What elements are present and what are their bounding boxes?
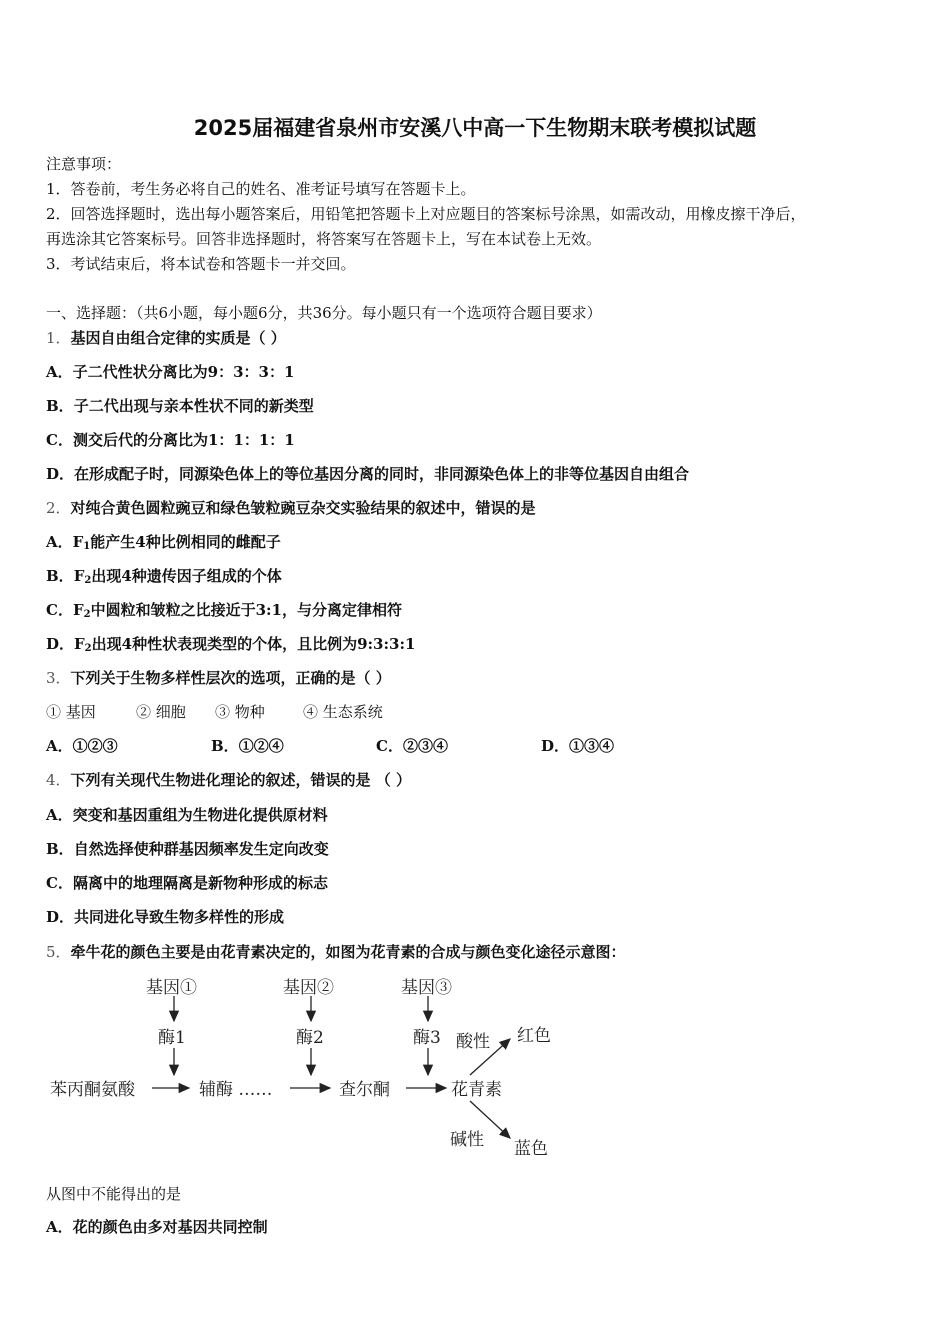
q3-option-d	[541, 735, 614, 756]
anthocyanin-label: 花青素	[451, 1080, 502, 1100]
alkaline-label: 碱性	[450, 1130, 484, 1150]
enzyme-1-label: 酶1	[158, 1028, 186, 1048]
option-text: 共同进化导致生物多样性的形成	[74, 908, 285, 926]
option-letter: D．	[46, 908, 75, 926]
option-text: 花的颜色由多对基因共同控制	[72, 1218, 268, 1236]
blue-label: 蓝色	[514, 1139, 548, 1159]
option-text: 中圆粒和皱粒之比接近于3:1，与分离定律相符	[90, 601, 402, 619]
anthocyanin-pathway-diagram	[0, 965, 950, 1170]
option-text: 子二代出现与亲本性状不同的新类型	[73, 397, 314, 415]
q4-option-d	[46, 906, 284, 927]
question-stem: 对纯合黄色圆粒豌豆和绿色皱粒豌豆杂交实验结果的叙述中，错误的是	[70, 499, 536, 517]
q1-option-c	[46, 429, 295, 450]
q3-item: ③ 物种	[215, 703, 265, 721]
substrate-label: 苯丙酮氨酸	[50, 1080, 135, 1100]
option-text: 测交后代的分离比为1：1：1：1	[72, 431, 295, 449]
q3-item: ② 细胞	[136, 703, 186, 721]
option-symbol: F	[73, 567, 85, 585]
gene-3-label: 基因③	[401, 978, 452, 998]
q2-option-d	[46, 633, 415, 654]
notice-item: 2．回答选择题时，选出每小题答案后，用铅笔把答题卡上对应题目的答案标号涂黑，如需改动，用橡皮擦干净后，	[46, 205, 806, 223]
option-letter: A．	[46, 806, 73, 824]
question-stem: 下列有关现代生物进化理论的叙述，错误的是 （ ）	[70, 771, 411, 789]
notice-heading: 注意事项：	[46, 155, 122, 173]
option-text: 自然选择使种群基因频率发生定向改变	[73, 840, 329, 858]
option-letter: A．	[46, 737, 73, 755]
notice-item: 再选涂其它答案标号。回答非选择题时，将答案写在答题卡上，写在本试卷上无效。	[46, 230, 602, 248]
question-number: 5．	[46, 943, 71, 961]
q2-option-a	[46, 531, 281, 552]
option-subscript: 2	[84, 575, 92, 586]
option-letter: B．	[46, 567, 74, 585]
option-letter: B．	[46, 840, 74, 858]
question-number: 4．	[46, 771, 71, 789]
question-5	[46, 941, 626, 962]
option-subscript: 1	[83, 541, 91, 552]
option-letter: C．	[46, 431, 73, 449]
option-letter: A．	[46, 1218, 73, 1236]
option-subscript: 2	[83, 609, 91, 620]
page-title: 2025届福建省泉州市安溪八中高一下生物期末联考模拟试题	[193, 116, 757, 140]
question-stem: 牵牛花的颜色主要是由花青素决定的，如图为花青素的合成与颜色变化途径示意图：	[70, 943, 626, 961]
option-letter: A．	[46, 363, 73, 381]
red-label: 红色	[517, 1026, 551, 1046]
question-stem: 基因自由组合定律的实质是（ ）	[70, 329, 286, 347]
option-text: 在形成配子时，同源染色体上的等位基因分离的同时，非同源染色体上的非等位基因自由组合	[74, 465, 690, 483]
option-letter: C．	[46, 601, 73, 619]
gene-1-label: 基因①	[146, 978, 197, 998]
option-text: 出现4种性状表现类型的个体，且比例为9:3:3:1	[91, 635, 416, 653]
q1-option-b	[46, 395, 314, 416]
question-stem: 下列关于生物多样性层次的选项，正确的是（ ）	[70, 669, 391, 687]
q1-option-d	[46, 463, 689, 484]
q3-option-a	[46, 735, 118, 756]
option-letter: A．	[46, 533, 73, 551]
notice-item: 3．考试结束后，将本试卷和答题卡一并交回。	[46, 255, 356, 273]
notice-item: 1．答卷前，考生务必将自己的姓名、准考证号填写在答题卡上。	[46, 180, 476, 198]
option-text: 出现4种遗传因子组成的个体	[91, 567, 282, 585]
enzyme-3-label: 酶3	[413, 1028, 441, 1048]
option-text: ②③④	[402, 737, 448, 755]
option-subscript: 2	[84, 643, 92, 654]
question-3	[46, 667, 391, 688]
option-text: ①②③	[72, 737, 118, 755]
enzyme-2-label: 酶2	[296, 1028, 324, 1048]
q4-option-a	[46, 804, 328, 825]
chalcone-label: 查尔酮	[339, 1080, 390, 1100]
question-2	[46, 497, 536, 518]
option-text: 能产生4种比例相同的雌配子	[90, 533, 281, 551]
option-letter: C．	[46, 874, 73, 892]
acidic-label: 酸性	[456, 1032, 490, 1052]
option-letter: D．	[541, 737, 570, 755]
option-text: 子二代性状分离比为9：3：3：1	[72, 363, 295, 381]
option-letter: D．	[46, 465, 75, 483]
gene-2-label: 基因②	[283, 978, 334, 998]
option-letter: B．	[211, 737, 239, 755]
q2-option-b	[46, 565, 282, 586]
q1-option-a	[46, 361, 294, 382]
question-number: 2．	[46, 499, 71, 517]
q4-option-b	[46, 838, 329, 859]
q5-option-a	[46, 1216, 268, 1237]
q3-option-b	[211, 735, 284, 756]
option-text: 隔离中的地理隔离是新物种形成的标志	[72, 874, 328, 892]
option-symbol: F	[74, 635, 85, 653]
coenzyme-label: 辅酶 ……	[199, 1080, 273, 1100]
option-letter: D．	[46, 635, 75, 653]
question-number: 3．	[46, 669, 71, 687]
q3-option-c	[376, 735, 448, 756]
option-symbol: F	[72, 533, 84, 551]
q4-option-c	[46, 872, 328, 893]
section-heading: 一、选择题：（共6小题，每小题6分，共36分。每小题只有一个选项符合题目要求）	[46, 304, 602, 322]
option-text: ①③④	[569, 737, 615, 755]
question-1	[46, 327, 286, 348]
q3-item: ④ 生态系统	[303, 703, 383, 721]
option-letter: B．	[46, 397, 74, 415]
option-text: ①②④	[238, 737, 284, 755]
option-letter: C．	[376, 737, 403, 755]
q5-follow-text: 从图中不能得出的是	[46, 1185, 182, 1203]
question-number: 1．	[46, 329, 71, 347]
q2-option-c	[46, 599, 402, 620]
q3-item: ① 基因	[46, 703, 96, 721]
option-symbol: F	[72, 601, 84, 619]
question-4	[46, 769, 411, 790]
option-text: 突变和基因重组为生物进化提供原材料	[72, 806, 328, 824]
